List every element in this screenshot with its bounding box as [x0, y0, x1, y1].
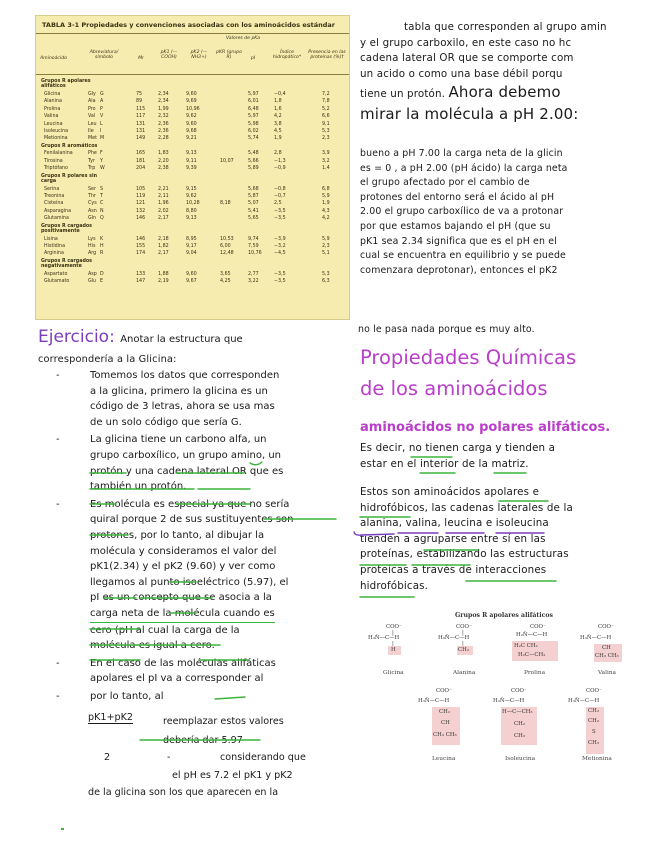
text-line: 2.00 el grupo carboxílico de va a protonar: [360, 206, 564, 218]
table-cell: K: [100, 236, 104, 242]
table-cell: Ala: [88, 99, 96, 105]
table-cell: 9,17: [186, 243, 197, 249]
table-cell: Pro: [88, 106, 96, 112]
table-cell: −0,9: [274, 166, 286, 172]
table-cell: Arginina: [44, 251, 64, 257]
table-cell: 2,3: [322, 243, 330, 249]
properties-paragraph-1: Es decir, no tienen carga y tienden a estar en el interior de la matriz.: [360, 442, 556, 470]
table-cell: 1,88: [158, 271, 169, 277]
table-cell: 181: [136, 158, 146, 164]
table-cell: T: [100, 193, 103, 199]
exercise-bullets: [38, 368, 343, 704]
table-cell: Glicina: [44, 92, 61, 97]
table-cell: L: [100, 121, 103, 127]
table-cell: Tyr: [88, 158, 95, 164]
table-cell: 4,5: [274, 129, 282, 134]
table-cell: 9,15: [186, 186, 197, 192]
dash: -: [167, 752, 171, 763]
table-cell: 6,3: [322, 279, 330, 285]
table-cell: 5,65: [248, 216, 259, 222]
table-cell: W: [100, 166, 105, 172]
table-cell: R: [100, 251, 104, 257]
table-group-heading: Grupos R cargados positivamente: [41, 223, 93, 234]
table-cell: 3,22: [248, 279, 259, 285]
table-cell: Q: [100, 216, 104, 222]
table-cell: 5,97: [248, 92, 259, 97]
table-cell: 2,34: [158, 99, 169, 105]
table-cell: 3,65: [220, 271, 231, 277]
table-cell: −3,5: [274, 271, 286, 277]
table-cell: 149: [136, 136, 146, 142]
table-cell: Gly: [88, 92, 96, 97]
text-line: de la glicina son los que aparecen en la: [88, 787, 279, 798]
text-line: bueno a pH 7.00 la carga neta de la glicin: [360, 148, 563, 159]
table-cell: 9,60: [186, 271, 197, 277]
table-cell: 9,21: [186, 136, 197, 142]
text-line: protones del entorno será el ácido al pH: [360, 191, 555, 203]
table-col-pkr: pKR (grupo R): [216, 50, 242, 61]
text-line: el grupo afectado por el cambio de: [360, 177, 530, 189]
table-cell: 75: [136, 92, 143, 97]
text-line: tiene un protón. Ahora debemo: [360, 83, 561, 102]
table-cell: Fenilalanina: [44, 151, 73, 157]
table-cell: F: [100, 151, 103, 157]
table-col-presence: Presencia en las proteínas (%)†: [308, 50, 346, 61]
exercise-title: Ejercicio: Anotar la estructura que: [38, 327, 243, 347]
table-values-header: Valores de pKa: [225, 36, 261, 41]
bullet-item: - Es molécula es especial ya que no sería quiral porque 2 de sus sustituyentes son protones, por lo tanto, al dibujar la molécula y consideramos el valor del pK1(2.34) y el pK2 (9.60) y ver como llegamos al punto isoeléctrico (5.97), el pI es un concepto que se asocia a la carga neta de la molécula cuando es cero (pH al cual la carga de la molécula es igual a cero.: [56, 498, 294, 652]
table-cell: Cys: [88, 201, 97, 207]
table-cell: 89: [136, 99, 143, 105]
table-cell: 5,41: [248, 208, 259, 214]
table-group-heading: Grupos R aromáticos: [41, 143, 98, 149]
table-cell: N: [100, 208, 104, 214]
table-cell: Isoleucina: [44, 129, 69, 134]
table-cell: 9,11: [186, 158, 197, 164]
table-cell: 5,74: [248, 136, 259, 142]
table-cell: Asparagina: [44, 208, 72, 214]
table-cell: 5,48: [248, 151, 259, 157]
aliphatic-amino-acids-figure: [358, 610, 650, 770]
table-cell: 6,00: [220, 243, 231, 249]
table-cell: 9,39: [186, 166, 197, 172]
table-cell: 9,69: [186, 99, 197, 105]
table-cell: 3,8: [274, 121, 282, 127]
text-line: tabla que corresponden al grupo amin: [404, 21, 607, 33]
table-cell: Leu: [88, 121, 97, 127]
table-cell: 131: [136, 129, 146, 134]
table-cell: 1,82: [158, 243, 169, 249]
table-cell: Thr: [88, 193, 96, 199]
table-cell: Glutamato: [44, 279, 70, 285]
table-cell: 2,8: [274, 151, 282, 157]
table-cell: 115: [136, 106, 146, 112]
table-cell: 204: [136, 166, 146, 172]
table-row: [36, 215, 349, 223]
table-cell: 5,87: [248, 193, 259, 199]
table-cell: 1,9: [322, 201, 330, 207]
table-cell: −3,5: [274, 216, 286, 222]
table-row: [36, 135, 349, 143]
table-col-abbrev: Abreviatura/ símbolo: [89, 50, 119, 61]
table-cell: 9,60: [186, 92, 197, 97]
text-line: un acido o como una base débil porqu: [360, 67, 563, 80]
molecule-valine: COO⁻ H₃N̈—C—H CH CH₃ CH₃ Valina: [580, 624, 640, 682]
table-cell: 2,5: [274, 201, 282, 207]
table-cell: 5,1: [322, 251, 330, 257]
table-cell: 2,17: [158, 216, 169, 222]
table-cell: 174: [136, 251, 146, 257]
table-cell: 146: [136, 216, 146, 222]
table-cell: 117: [136, 114, 146, 120]
table-cell: 2,17: [158, 251, 169, 257]
table-cell: 5,2: [322, 106, 330, 112]
table-cell: 5,98: [248, 121, 259, 127]
right-note: no le pasa nada porque es muy alto.: [358, 324, 535, 335]
table-cell: 10,53: [220, 236, 234, 242]
table-cell: −3,9: [274, 236, 286, 242]
table-cell: 5,97: [248, 114, 259, 120]
text-line: por que estamos bajando el pH (que su: [360, 220, 551, 232]
table-cell: 7,8: [322, 99, 330, 105]
table-cell: −0,7: [274, 193, 286, 199]
table-cell: 8,80: [186, 208, 197, 214]
text-line: cual se encuentra en equilibrio y se puede: [360, 250, 566, 262]
table-cell: I: [100, 129, 102, 134]
table-cell: 2,11: [158, 193, 169, 199]
table-cell: 9,60: [186, 121, 197, 127]
table-cell: 6,8: [322, 186, 330, 192]
table-cell: E: [100, 279, 104, 285]
table-cell: Treonina: [44, 193, 65, 199]
table-cell: 9,62: [186, 193, 197, 199]
table-cell: 4,2: [322, 216, 330, 222]
table-cell: 2,36: [158, 121, 169, 127]
table-cell: 1,8: [274, 99, 282, 105]
amino-acid-table-image: [35, 15, 350, 320]
table-row: [36, 278, 349, 286]
table-cell: 131: [136, 121, 146, 127]
table-cell: 6,01: [248, 99, 259, 105]
text-line: cadena lateral OR que se comporte com: [360, 52, 574, 65]
table-cell: Prolina: [44, 106, 61, 112]
table-cell: Histidina: [44, 243, 66, 249]
table-cell: 105: [136, 186, 146, 192]
table-title: TABLA 3-1 Propiedades y convenciones asociadas con los aminoácidos estándar: [42, 21, 335, 29]
table-cell: D: [100, 271, 104, 277]
table-cell: 5,07: [248, 201, 259, 207]
table-cell: 1,4: [322, 166, 330, 172]
table-cell: 9,04: [186, 251, 197, 257]
table-col-pk2: pK2 (—NH3+): [190, 50, 208, 61]
table-cell: −4,5: [274, 251, 286, 257]
text-line: pK1 sea 2.34 significa que es el pH en el: [360, 235, 557, 247]
table-group-heading: Grupos R apolares alifáticos: [41, 79, 91, 90]
bullet-item: - En el caso de las moléculas alifáticas apolares el pI va a corresponder al: [56, 657, 276, 685]
table-cell: Trp: [88, 166, 96, 172]
table-cell: G: [100, 92, 104, 97]
table-cell: 146: [136, 236, 146, 242]
table-cell: 132: [136, 208, 146, 214]
table-cell: 133: [136, 271, 146, 277]
table-cell: 1,96: [158, 201, 169, 207]
table-cell: 10,28: [186, 201, 200, 207]
table-cell: −0,4: [274, 92, 286, 97]
table-cell: 10,96: [186, 106, 200, 112]
table-cell: 3,9: [322, 151, 330, 157]
table-cell: 2,38: [158, 166, 169, 172]
table-cell: Glutamina: [44, 216, 69, 222]
table-group-heading: Grupos R polares sin carga: [41, 173, 98, 184]
table-cell: 2,34: [158, 92, 169, 97]
table-cell: 2,32: [158, 114, 169, 120]
table-cell: 2,20: [158, 158, 169, 164]
molecule-glycine: COO⁻ | H₃N̈—C—H | H Glicina: [368, 624, 404, 676]
text-line: y el grupo carboxilo, en este caso no hc: [360, 36, 572, 49]
table-cell: 1,99: [158, 106, 169, 112]
table-cell: Gln: [88, 216, 97, 222]
molecule-isoleucine: COO⁻ H₃N̈—C—H H—C—CH₃ CH₂ CH₃ Isoleucina: [493, 688, 536, 762]
table-cell: P: [100, 106, 103, 112]
table-col-hydro: Índice hidropático*: [272, 50, 302, 61]
table-cell: His: [88, 243, 96, 249]
text-line: comenzara deprotonar), entonces el pK2: [360, 264, 558, 276]
table-cell: 2,3: [322, 136, 330, 142]
table-cell: 5,9: [322, 193, 330, 199]
table-cell: 7,2: [322, 92, 330, 97]
table-cell: 5,3: [322, 129, 330, 134]
table-cell: 2,21: [158, 186, 169, 192]
right-top-paragraph: [360, 20, 650, 123]
table-cell: 10,76: [248, 251, 262, 257]
table-cell: 6,48: [248, 106, 259, 112]
table-cell: 12,48: [220, 251, 234, 257]
table-cell: Phe: [88, 151, 97, 157]
table-cell: 2,28: [158, 136, 169, 142]
table-cell: Lys: [88, 236, 96, 242]
table-cell: 8,18: [220, 201, 231, 207]
table-cell: Val: [88, 114, 96, 120]
table-cell: Triptófano: [44, 166, 68, 172]
table-cell: M: [100, 136, 105, 142]
table-cell: 2,18: [158, 236, 169, 242]
table-cell: 3,2: [322, 158, 330, 164]
table-cell: Arg: [88, 251, 97, 257]
table-cell: Valina: [44, 114, 59, 120]
properties-title: Propiedades Químicas de los aminoácidos: [360, 346, 577, 400]
table-cell: 6,02: [248, 129, 259, 134]
table-header: [36, 33, 349, 75]
table-cell: Metionina: [44, 136, 68, 142]
table-cell: 147: [136, 279, 146, 285]
table-cell: 9,74: [248, 236, 259, 242]
table-cell: Cisteína: [44, 201, 64, 207]
molecule-methionine: COO⁻ H₃N̈—C—H CH₂ CH₂ S CH₃ Metionina: [568, 688, 612, 762]
table-cell: Leucina: [44, 121, 63, 127]
table-cell: Aspartato: [44, 271, 68, 277]
table-cell: 5,3: [322, 271, 330, 277]
table-col-amino: Aminoácido: [40, 56, 67, 61]
bullet-item: - por lo tanto, al: [56, 690, 164, 702]
section-heading: mirar la molécula a pH 2.00:: [360, 104, 579, 123]
table-cell: S: [100, 186, 104, 192]
properties-paragraph-2: Estos son aminoácidos apolares e hidrofóbicos, las cadenas laterales de la alanina, valina, leucina e isoleucina tienden a agruparse entre sí en las proteínas, estabilizando las estructuras proteicas a través de interacciones hidrofóbicas.: [360, 486, 573, 592]
table-cell: 10,07: [220, 158, 234, 164]
table-cell: Met: [88, 136, 97, 142]
table-cell: 2,19: [158, 279, 169, 285]
table-cell: −3,5: [274, 208, 286, 214]
table-cell: 5,66: [248, 158, 259, 164]
text-line: es = 0 , a pH 2.00 (pH ácido) la carga neta: [360, 162, 568, 174]
table-cell: A: [100, 99, 104, 105]
table-cell: Asn: [88, 208, 97, 214]
table-cell: Glu: [88, 279, 97, 285]
molecule-leucine: COO⁻ H₃N̈—C—H CH₂ CH CH₃ CH₃ Leucina: [418, 688, 478, 768]
table-cell: −0,8: [274, 186, 286, 192]
table-cell: Tirosina: [44, 158, 63, 164]
molecule-proline: COO⁻ H₂N̈—C—H H₂C CH₂ H₂C—CH₂ Prolina: [508, 624, 568, 682]
table-row: [36, 165, 349, 173]
table-cell: 9,13: [186, 151, 197, 157]
bullet-item: - La glicina tiene un carbono alfa, un grupo carboxílico, un grupo amino, un protón y una cadena lateral OR que es también un protón.: [56, 434, 284, 493]
table-cell: Asp: [88, 271, 97, 277]
figure-title: Grupos R apolares alifáticos: [454, 612, 554, 619]
table-cell: 7,59: [248, 243, 259, 249]
table-cell: 9,68: [186, 129, 197, 134]
table-cell: 119: [136, 193, 146, 199]
table-cell: 155: [136, 243, 146, 249]
table-cell: 165: [136, 151, 146, 157]
table-cell: Serina: [44, 186, 60, 192]
table-cell: 4,2: [274, 114, 282, 120]
formula-text: reemplazar estos valores debería dar 5.97: [163, 716, 284, 746]
table-cell: 5,89: [248, 166, 259, 172]
table-row: [36, 250, 349, 258]
table-col-mr: Mr: [138, 56, 144, 61]
table-cell: Lisina: [44, 236, 58, 242]
table-cell: 9,13: [186, 216, 197, 222]
exercise-subtitle: correspondería a la Glicina:: [38, 354, 177, 365]
table-cell: 2,36: [158, 129, 169, 134]
table-cell: 1,9: [274, 136, 282, 142]
table-cell: H: [100, 243, 104, 249]
green-mark: [61, 828, 64, 830]
table-cell: −3,5: [274, 279, 286, 285]
table-cell: Ser: [88, 186, 96, 192]
table-cell: 121: [136, 201, 146, 207]
formula-numerator: pK1+pK2: [88, 712, 134, 723]
table-cell: 9,1: [322, 121, 330, 127]
right-mid-paragraph: [360, 147, 650, 278]
text-line: considerando que: [220, 752, 306, 763]
table-col-pi: pI: [250, 56, 256, 61]
table-cell: Ile: [88, 129, 94, 134]
formula-denominator: 2: [104, 752, 111, 763]
table-cell: 6,6: [322, 114, 330, 120]
molecule-alanine: COO⁻ | H₃N̈—C—H | CH₃ Alanina: [438, 624, 476, 676]
table-cell: V: [100, 114, 104, 120]
table-cell: 9,62: [186, 114, 197, 120]
table-cell: −1,3: [274, 158, 286, 164]
text-line: el pH es 7.2 el pK1 y pK2: [172, 770, 293, 781]
table-group-heading: Grupos R cargados negativamente: [41, 258, 93, 269]
table-cell: 2,02: [158, 208, 169, 214]
table-cell: 1,83: [158, 151, 169, 157]
properties-subtitle: aminoácidos no polares alifáticos.: [360, 420, 611, 435]
table-cell: 8,95: [186, 236, 197, 242]
table-cell: 2,77: [248, 271, 259, 277]
table-cell: 9,67: [186, 279, 197, 285]
table-cell: 4,3: [322, 208, 330, 214]
table-cell: −3,2: [274, 243, 286, 249]
table-cell: 1,6: [274, 106, 282, 112]
table-cell: C: [100, 201, 104, 207]
table-cell: Alanina: [44, 99, 62, 105]
table-cell: 5,68: [248, 186, 259, 192]
table-cell: 5,9: [322, 236, 330, 242]
table-cell: Y: [100, 158, 103, 164]
table-cell: 4,25: [220, 279, 231, 285]
table-col-pk1: pK1 (—COOH): [160, 50, 178, 61]
bullet-item: - Tomemos los datos que corresponden a la glicina, primero la glicina es un código de 3 letras, ahora se usa mas de un solo código que sería G.: [56, 370, 280, 428]
